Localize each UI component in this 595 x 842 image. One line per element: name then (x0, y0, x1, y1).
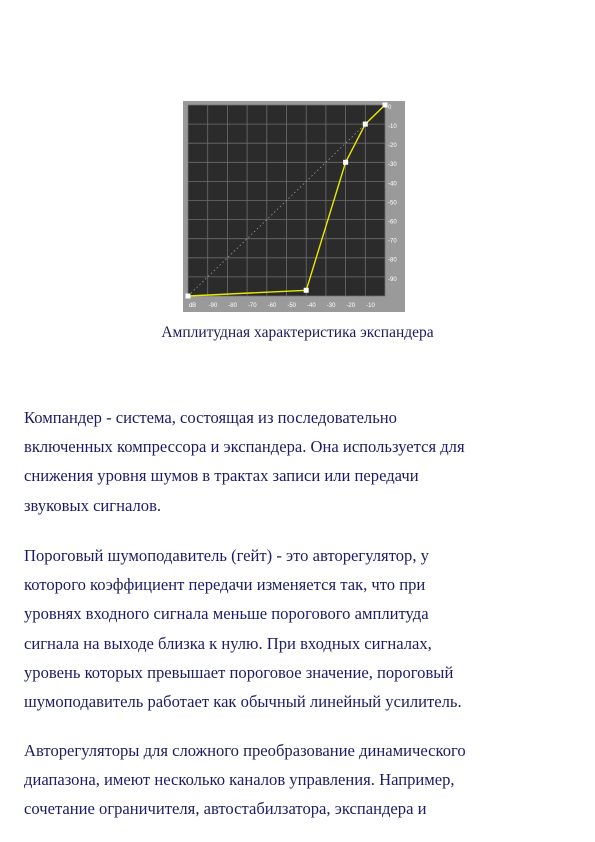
x-tick-label: -50 (287, 303, 297, 309)
y-tick-label: -80 (388, 257, 397, 264)
x-tick-label: -80 (228, 303, 237, 309)
y-tick-label: -50 (388, 200, 397, 207)
y-tick-label: -10 (388, 124, 397, 131)
paragraph-autoregulators (24, 736, 584, 824)
x-tick-label: dB (188, 303, 197, 309)
text-line: которого коэффициент передачи изменяется так, что при (24, 575, 426, 595)
text-line: Авторегуляторы для сложного преобразование динамического (24, 741, 466, 760)
x-tick-label: -20 (346, 303, 356, 309)
expander-chart-svg (183, 101, 405, 312)
text-line: Компандер - система, состоящая из последовательно (24, 408, 397, 427)
text-line: уровень которых превышает пороговое значение, пороговый (24, 662, 454, 682)
text-line: уровнях входного сигнала меньше порогового амплитуда (24, 604, 429, 624)
curve-point (304, 288, 309, 293)
y-tick-label: -90 (388, 276, 397, 283)
x-tick-label: -10 (366, 303, 375, 309)
curve-point (186, 294, 191, 299)
text-line: включенных компрессора и экспандера. Она используется для (24, 437, 465, 457)
y-tick-label: -70 (388, 238, 397, 245)
y-tick-label: -60 (388, 219, 397, 226)
x-tick-label: -60 (267, 303, 277, 309)
text-line: шумоподавитель работает как обычный линейный усилитель. (24, 692, 462, 712)
paragraph-noise-gate (24, 541, 584, 716)
text-line: Пороговый шумоподавитель (гейт) - это авторегулятор, у (24, 546, 429, 565)
text-line: снижения уровня шумов в трактах записи или передачи (24, 466, 419, 486)
x-tick-label: -70 (247, 303, 257, 309)
curve-point (383, 103, 388, 108)
expander-chart (183, 101, 405, 312)
y-tick-label: -40 (388, 181, 397, 188)
y-tick-label: -30 (388, 162, 397, 169)
text-line: сигнала на выходе близка к нулю. При входных сигналах, (24, 633, 432, 653)
y-tick-label: -20 (388, 143, 397, 150)
x-tick-label: -40 (307, 303, 316, 309)
text-line: диапазона, имеют несколько каналов управления. Например, (24, 770, 455, 790)
curve-point (363, 122, 368, 127)
x-tick-label: -30 (326, 303, 336, 309)
curve-point (343, 160, 348, 165)
figure-caption: Амплитудная характеристика экспандера (161, 324, 434, 341)
text-line: звуковых сигналов. (24, 495, 162, 515)
y-tick-label: 0 (388, 104, 392, 111)
text-line: сочетание ограничителя, автостабилзатора, экспандера и (24, 799, 427, 819)
paragraph-compander (24, 403, 584, 520)
x-tick-label: -90 (208, 303, 218, 309)
